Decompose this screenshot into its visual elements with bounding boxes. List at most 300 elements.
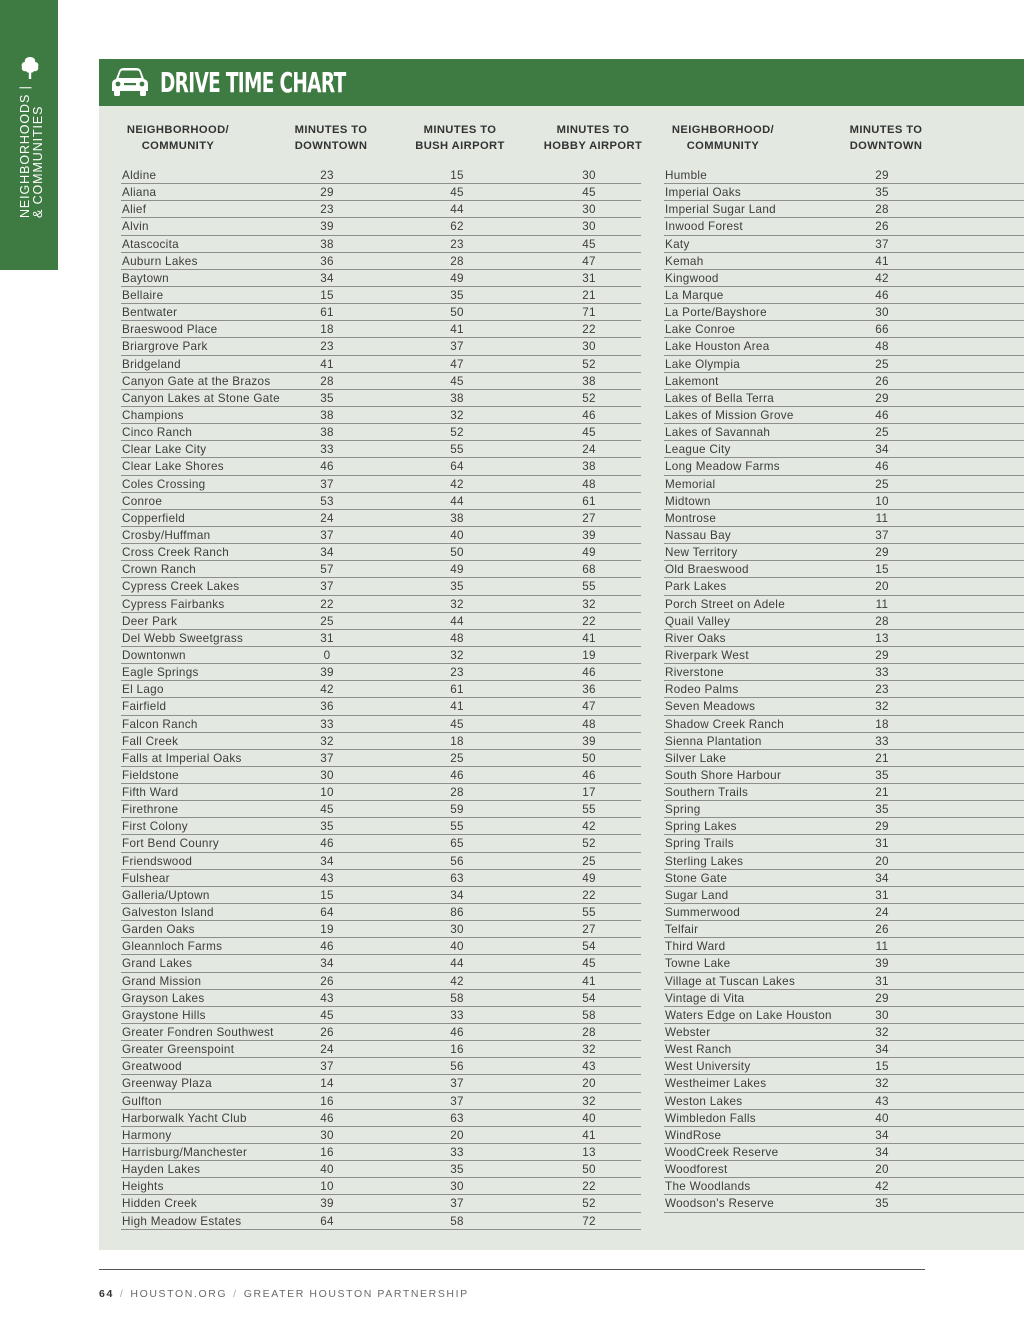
minutes-value: 34 <box>875 443 889 457</box>
minutes-value: 43 <box>875 1094 889 1108</box>
minutes-value: 13 <box>582 1146 596 1160</box>
minutes-value: 38 <box>320 426 334 440</box>
minutes-value: 44 <box>450 494 464 508</box>
minutes-value: 37 <box>450 1077 464 1091</box>
table-row <box>121 476 641 493</box>
community-name: Lake Conroe <box>665 323 736 337</box>
table-row <box>121 630 641 647</box>
header-right-downtown <box>835 123 937 154</box>
footer-divider <box>99 1269 925 1270</box>
table-row <box>121 1024 641 1041</box>
community-name: Fulshear <box>122 871 170 885</box>
minutes-value: 33 <box>450 1008 464 1022</box>
minutes-value: 34 <box>875 1128 889 1142</box>
minutes-value: 61 <box>450 683 464 697</box>
section-tab <box>0 0 58 270</box>
community-name: Shadow Creek Ranch <box>665 717 785 731</box>
minutes-value: 35 <box>450 288 464 302</box>
minutes-value: 15 <box>875 1060 889 1074</box>
minutes-value: 52 <box>582 391 596 405</box>
table-row <box>121 493 641 510</box>
table-row <box>121 441 641 458</box>
minutes-value: 11 <box>875 597 889 611</box>
table-row <box>664 218 1024 235</box>
minutes-value: 35 <box>875 803 889 817</box>
table-row <box>121 561 641 578</box>
minutes-value: 55 <box>450 443 464 457</box>
minutes-value: 37 <box>450 340 464 354</box>
community-name: The Woodlands <box>665 1180 751 1194</box>
minutes-value: 25 <box>875 477 889 491</box>
minutes-value: 32 <box>582 1043 596 1057</box>
table-row <box>121 664 641 681</box>
community-name: Grand Mission <box>122 974 202 988</box>
minutes-value: 43 <box>582 1060 596 1074</box>
table-row <box>121 184 641 201</box>
minutes-value: 20 <box>875 1163 889 1177</box>
community-name: Galveston Island <box>122 906 214 920</box>
drive-time-table-left <box>121 167 641 1230</box>
table-row <box>664 716 1024 733</box>
table-row <box>664 304 1024 321</box>
minutes-value: 52 <box>582 837 596 851</box>
table-row <box>664 801 1024 818</box>
community-name: Falls at Imperial Oaks <box>122 751 242 765</box>
minutes-value: 34 <box>320 854 334 868</box>
community-name: Lakes of Savannah <box>665 426 771 440</box>
minutes-value: 50 <box>450 546 464 560</box>
minutes-value: 32 <box>320 734 334 748</box>
minutes-value: 15 <box>320 288 334 302</box>
community-name: Clear Lake City <box>122 443 207 457</box>
table-row <box>664 356 1024 373</box>
minutes-value: 48 <box>582 477 596 491</box>
table-row <box>664 544 1024 561</box>
minutes-value: 55 <box>582 580 596 594</box>
community-name: El Lago <box>122 683 164 697</box>
table-row <box>121 801 641 818</box>
minutes-value: 19 <box>582 648 596 662</box>
minutes-value: 20 <box>450 1128 464 1142</box>
community-name: Summerwood <box>665 906 741 920</box>
minutes-value: 23 <box>320 169 334 182</box>
table-row <box>121 750 641 767</box>
minutes-value: 53 <box>320 494 334 508</box>
minutes-value: 64 <box>320 1214 334 1228</box>
minutes-value: 37 <box>320 477 334 491</box>
table-row <box>664 578 1024 595</box>
minutes-value: 21 <box>875 751 889 765</box>
minutes-value: 18 <box>875 717 889 731</box>
minutes-value: 23 <box>450 237 464 251</box>
community-name: Clear Lake Shores <box>122 460 224 474</box>
community-name: Webster <box>665 1026 711 1040</box>
minutes-value: 33 <box>875 734 889 748</box>
minutes-value: 31 <box>875 837 889 851</box>
minutes-value: 35 <box>450 1163 464 1177</box>
table-row <box>121 938 641 955</box>
minutes-value: 41 <box>450 323 464 337</box>
community-name: River Oaks <box>665 631 726 645</box>
table-row <box>664 424 1024 441</box>
minutes-value: 61 <box>582 494 596 508</box>
table-row <box>121 870 641 887</box>
minutes-value: 37 <box>320 528 334 542</box>
minutes-value: 41 <box>582 1128 596 1142</box>
community-name: Long Meadow Farms <box>665 460 780 474</box>
table-row <box>664 853 1024 870</box>
table-row <box>121 218 641 235</box>
community-name: Sterling Lakes <box>665 854 744 868</box>
minutes-value: 66 <box>875 323 889 337</box>
minutes-value: 46 <box>320 1111 334 1125</box>
tree-icon <box>17 55 43 81</box>
table-row <box>664 681 1024 698</box>
minutes-value: 36 <box>582 683 596 697</box>
community-name: Galleria/Uptown <box>122 888 210 902</box>
minutes-value: 57 <box>320 563 334 577</box>
minutes-value: 42 <box>875 1180 889 1194</box>
minutes-value: 45 <box>450 186 464 200</box>
minutes-value: 22 <box>582 323 596 337</box>
table-row <box>121 1093 641 1110</box>
minutes-value: 29 <box>875 820 889 834</box>
minutes-value: 28 <box>875 614 889 628</box>
table-row <box>121 270 641 287</box>
minutes-value: 34 <box>450 888 464 902</box>
table-row <box>121 201 641 218</box>
table-row <box>121 835 641 852</box>
table-row <box>664 1195 1024 1212</box>
community-name: Cinco Ranch <box>122 426 193 440</box>
minutes-value: 46 <box>582 408 596 422</box>
minutes-value: 56 <box>450 1060 464 1074</box>
minutes-value: 46 <box>450 768 464 782</box>
minutes-value: 25 <box>582 854 596 868</box>
minutes-value: 68 <box>582 563 596 577</box>
header-right-community <box>658 123 788 154</box>
community-name: Stone Gate <box>665 871 728 885</box>
community-name: Briargrove Park <box>122 340 208 354</box>
table-row <box>664 938 1024 955</box>
table-row <box>664 698 1024 715</box>
community-name: Fifth Ward <box>122 786 179 800</box>
community-name: Coles Crossing <box>122 477 206 491</box>
community-name: Nassau Bay <box>665 528 732 542</box>
minutes-value: 15 <box>320 888 334 902</box>
minutes-value: 26 <box>875 220 889 234</box>
minutes-value: 38 <box>450 391 464 405</box>
table-row <box>664 750 1024 767</box>
community-name: Westheimer Lakes <box>665 1077 767 1091</box>
table-row <box>664 613 1024 630</box>
community-name: Friendswood <box>122 854 193 868</box>
minutes-value: 42 <box>450 974 464 988</box>
community-name: Graystone Hills <box>122 1008 206 1022</box>
minutes-value: 45 <box>320 803 334 817</box>
minutes-value: 44 <box>450 203 464 217</box>
minutes-value: 33 <box>320 717 334 731</box>
minutes-value: 43 <box>320 871 334 885</box>
minutes-value: 19 <box>320 923 334 937</box>
minutes-value: 26 <box>875 374 889 388</box>
community-name: La Porte/Bayshore <box>665 306 767 320</box>
community-name: Hayden Lakes <box>122 1163 201 1177</box>
minutes-value: 34 <box>875 871 889 885</box>
minutes-value: 45 <box>450 717 464 731</box>
table-row <box>664 973 1024 990</box>
community-name: Downtonwn <box>122 648 186 662</box>
table-row <box>664 1178 1024 1195</box>
minutes-value: 44 <box>450 614 464 628</box>
table-row <box>664 407 1024 424</box>
minutes-value: 58 <box>450 991 464 1005</box>
community-name: Village at Tuscan Lakes <box>665 974 796 988</box>
minutes-value: 30 <box>320 1128 334 1142</box>
community-name: Lakemont <box>665 374 719 388</box>
minutes-value: 50 <box>582 1163 596 1177</box>
minutes-value: 18 <box>450 734 464 748</box>
table-row <box>664 784 1024 801</box>
minutes-value: 33 <box>450 1146 464 1160</box>
minutes-value: 49 <box>582 871 596 885</box>
header-line: DOWNTOWN <box>849 139 923 152</box>
community-name: Eagle Springs <box>122 666 199 680</box>
community-name: Atascocita <box>122 237 179 251</box>
minutes-value: 25 <box>320 614 334 628</box>
table-row <box>664 733 1024 750</box>
minutes-value: 46 <box>875 408 889 422</box>
table-row <box>664 887 1024 904</box>
minutes-value: 23 <box>875 683 889 697</box>
community-name: Rodeo Palms <box>665 683 739 697</box>
minutes-value: 30 <box>875 306 889 320</box>
table-row <box>664 390 1024 407</box>
table-row <box>121 390 641 407</box>
table-row <box>664 767 1024 784</box>
minutes-value: 36 <box>320 254 334 268</box>
minutes-value: 32 <box>875 1077 889 1091</box>
table-row <box>664 921 1024 938</box>
table-row <box>664 510 1024 527</box>
table-row <box>121 818 641 835</box>
community-name: La Marque <box>665 288 724 302</box>
minutes-value: 52 <box>450 426 464 440</box>
community-name: Hidden Creek <box>122 1197 198 1211</box>
table-row <box>664 373 1024 390</box>
community-name: Canyon Lakes at Stone Gate <box>122 391 280 405</box>
header-line: MINUTES TO <box>849 124 923 136</box>
minutes-value: 29 <box>875 391 889 405</box>
minutes-value: 35 <box>875 768 889 782</box>
minutes-value: 17 <box>582 786 596 800</box>
header-line: COMMUNITY <box>686 139 760 152</box>
minutes-value: 48 <box>875 340 889 354</box>
community-name: Vintage di Vita <box>665 991 745 1005</box>
community-name: WoodCreek Reserve <box>665 1146 779 1160</box>
minutes-value: 22 <box>582 614 596 628</box>
community-name: Garden Oaks <box>122 923 195 937</box>
community-name: Old Braeswood <box>665 563 749 577</box>
table-row <box>121 767 641 784</box>
table-row <box>664 184 1024 201</box>
minutes-value: 34 <box>875 1146 889 1160</box>
minutes-value: 47 <box>582 254 596 268</box>
community-name: Cypress Fairbanks <box>122 597 225 611</box>
table-row <box>664 321 1024 338</box>
community-name: Riverstone <box>665 666 724 680</box>
community-name: Baytown <box>122 271 169 285</box>
community-name: Fort Bend Counry <box>122 837 220 851</box>
table-row <box>121 253 641 270</box>
minutes-value: 38 <box>582 460 596 474</box>
minutes-value: 23 <box>320 203 334 217</box>
minutes-value: 61 <box>320 306 334 320</box>
header-line: HOBBY AIRPORT <box>543 139 643 152</box>
minutes-value: 34 <box>320 546 334 560</box>
minutes-value: 30 <box>450 1180 464 1194</box>
minutes-value: 24 <box>875 906 889 920</box>
table-row <box>664 236 1024 253</box>
community-name: Deer Park <box>122 614 178 628</box>
header-line: COMMUNITY <box>141 139 215 152</box>
minutes-value: 34 <box>320 271 334 285</box>
minutes-value: 32 <box>582 1094 596 1108</box>
footer-site: HOUSTON.ORG <box>130 1288 228 1300</box>
section-label <box>19 85 45 218</box>
table-row <box>664 870 1024 887</box>
table-row <box>664 441 1024 458</box>
minutes-value: 32 <box>875 700 889 714</box>
minutes-value: 10 <box>320 1180 334 1194</box>
table-row <box>664 647 1024 664</box>
minutes-value: 35 <box>450 580 464 594</box>
minutes-value: 16 <box>320 1146 334 1160</box>
minutes-value: 23 <box>320 340 334 354</box>
table-row <box>121 1127 641 1144</box>
table-row <box>664 201 1024 218</box>
table-row <box>664 904 1024 921</box>
minutes-value: 24 <box>320 1043 334 1057</box>
community-name: Lakes of Mission Grove <box>665 408 794 422</box>
minutes-value: 21 <box>582 288 596 302</box>
table-row <box>664 287 1024 304</box>
minutes-value: 37 <box>875 528 889 542</box>
minutes-value: 46 <box>320 940 334 954</box>
table-row <box>121 647 641 664</box>
minutes-value: 46 <box>320 460 334 474</box>
table-row <box>121 527 641 544</box>
minutes-value: 18 <box>320 323 334 337</box>
minutes-value: 46 <box>875 460 889 474</box>
community-name: Aldine <box>122 169 157 182</box>
table-row <box>121 1144 641 1161</box>
community-name: Third Ward <box>665 940 726 954</box>
community-name: Imperial Sugar Land <box>665 203 776 217</box>
table-row <box>121 613 641 630</box>
table-row <box>121 887 641 904</box>
community-name: Seven Meadows <box>665 700 756 714</box>
community-name: High Meadow Estates <box>122 1214 242 1228</box>
community-name: First Colony <box>122 820 188 834</box>
title-bar <box>99 59 1024 106</box>
table-row <box>121 510 641 527</box>
table-row <box>121 458 641 475</box>
minutes-value: 28 <box>582 1026 596 1040</box>
community-name: Imperial Oaks <box>665 186 741 200</box>
minutes-value: 20 <box>582 1077 596 1091</box>
community-name: South Shore Harbour <box>665 768 782 782</box>
minutes-value: 64 <box>450 460 464 474</box>
footer-separator: / <box>233 1288 238 1300</box>
minutes-value: 29 <box>875 169 889 182</box>
minutes-value: 48 <box>450 631 464 645</box>
community-name: Gleannloch Farms <box>122 940 223 954</box>
minutes-value: 46 <box>582 768 596 782</box>
minutes-value: 23 <box>450 666 464 680</box>
community-name: Auburn Lakes <box>122 254 198 268</box>
minutes-value: 47 <box>582 700 596 714</box>
community-name: Crosby/Huffman <box>122 528 211 542</box>
minutes-value: 30 <box>582 340 596 354</box>
community-name: Canyon Gate at the Brazos <box>122 374 271 388</box>
minutes-value: 38 <box>450 511 464 525</box>
minutes-value: 10 <box>875 494 889 508</box>
table-row <box>664 1093 1024 1110</box>
minutes-value: 11 <box>875 940 889 954</box>
table-row <box>664 630 1024 647</box>
header-line: MINUTES TO <box>423 124 497 136</box>
table-row <box>121 698 641 715</box>
minutes-value: 37 <box>450 1094 464 1108</box>
table-row <box>121 973 641 990</box>
minutes-value: 20 <box>875 580 889 594</box>
community-name: Lake Houston Area <box>665 340 770 354</box>
table-row <box>121 544 641 561</box>
minutes-value: 42 <box>875 271 889 285</box>
minutes-value: 47 <box>450 357 464 371</box>
minutes-value: 32 <box>450 648 464 662</box>
minutes-value: 56 <box>450 854 464 868</box>
table-row <box>664 664 1024 681</box>
minutes-value: 37 <box>320 1060 334 1074</box>
minutes-value: 62 <box>450 220 464 234</box>
minutes-value: 39 <box>320 1197 334 1211</box>
table-row <box>121 990 641 1007</box>
community-name: Braeswood Place <box>122 323 218 337</box>
table-row <box>664 167 1024 184</box>
minutes-value: 31 <box>875 974 889 988</box>
minutes-value: 37 <box>450 1197 464 1211</box>
minutes-value: 63 <box>450 1111 464 1125</box>
minutes-value: 37 <box>875 237 889 251</box>
community-name: Bellaire <box>122 288 164 302</box>
header-left-bush <box>406 123 514 154</box>
minutes-value: 65 <box>450 837 464 851</box>
minutes-value: 45 <box>582 237 596 251</box>
community-name: West University <box>665 1060 751 1074</box>
minutes-value: 26 <box>875 923 889 937</box>
community-name: Alief <box>122 203 147 217</box>
table-row <box>121 287 641 304</box>
community-name: Telfair <box>665 923 699 937</box>
table-row <box>121 904 641 921</box>
minutes-value: 46 <box>582 666 596 680</box>
minutes-value: 31 <box>582 271 596 285</box>
minutes-value: 22 <box>582 1180 596 1194</box>
table-row <box>121 236 641 253</box>
minutes-value: 48 <box>582 717 596 731</box>
